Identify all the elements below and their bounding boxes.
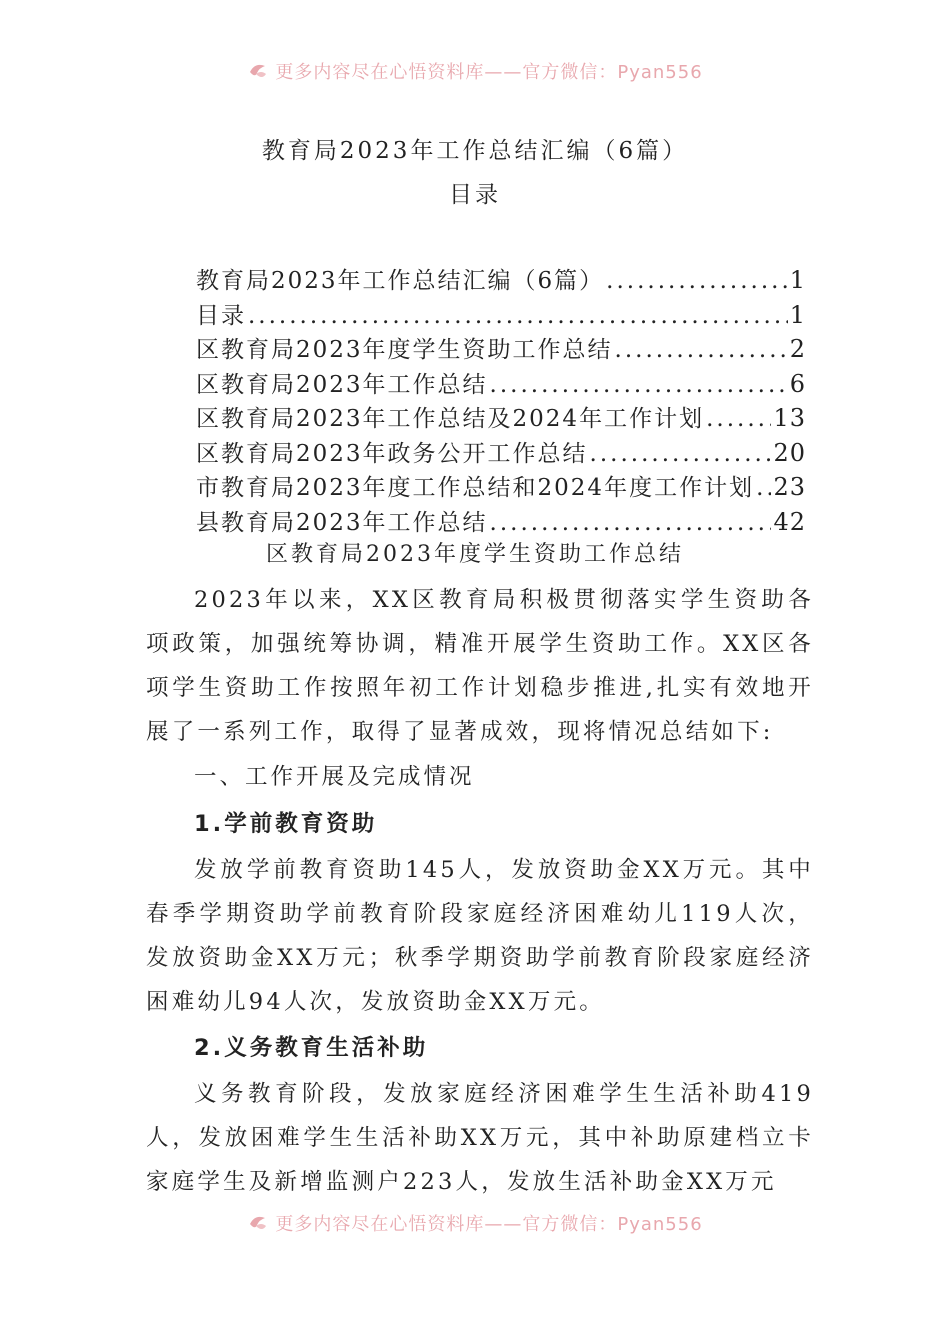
document-title: 教育局2023年工作总结汇编（6篇）	[261, 138, 689, 164]
toc-entry-title: 县教育局2023年工作总结	[196, 509, 488, 536]
toc-entry-title: 目录	[196, 302, 246, 329]
subsection-paragraph: 义务教育阶段，发放家庭经济困难学生生活补助419人，发放困难学生生活补助XX万元，其中补助原建档立卡家庭学生及新增监测户223人，发放生活补助金XX万元	[146, 1081, 814, 1195]
toc-entry-page: 1	[789, 300, 806, 329]
toc-entry-title: 教育局2023年工作总结汇编（6篇）	[196, 268, 605, 294]
toc-entry-page: 20	[773, 438, 806, 467]
toc-leader	[248, 303, 788, 329]
toc-entry-title: 区教育局2023年工作总结	[196, 371, 488, 398]
subsection-heading: 2.义务教育生活补助	[194, 1035, 429, 1061]
watermark-header-text: 更多内容尽在心悟资料库——官方微信：Pyan556	[275, 62, 703, 83]
toc-entry[interactable]	[196, 366, 806, 401]
section-title: 区教育局2023年度学生资助工作总结	[266, 542, 684, 567]
toc-entry[interactable]	[196, 331, 806, 366]
toc-leader	[615, 337, 788, 363]
toc-entry[interactable]	[196, 297, 806, 332]
toc-heading: 目录	[449, 182, 501, 208]
toc-entry-title: 市教育局2023年度工作总结和2024年度工作计划	[196, 475, 755, 501]
toc-entry-page: 1	[789, 266, 806, 294]
toc-entry-title: 区教育局2023年度学生资助工作总结	[196, 337, 613, 363]
subsection-heading: 1.学前教育资助	[194, 811, 378, 837]
toc-entry-page: 2	[789, 335, 806, 363]
section-body	[146, 578, 814, 1204]
toc-leader	[606, 268, 788, 294]
table-of-contents	[196, 262, 806, 538]
toc-entry-page: 6	[789, 369, 806, 398]
toc-leader	[706, 406, 771, 432]
subsection-paragraph: 发放学前教育资助145人，发放资助金XX万元。其中春季学期资助学前教育阶段家庭经济困难幼儿119人次，发放资助金XX万元；秋季学期资助学前教育阶段家庭经济困难幼儿94人次，发放资助金XX万元。	[146, 857, 814, 1015]
toc-leader	[756, 475, 771, 501]
watermark-header	[0, 58, 950, 84]
toc-entry-page: 23	[773, 473, 806, 501]
intro-paragraph: 2023年以来，XX区教育局积极贯彻落实学生资助各项政策，加强统筹协调，精准开展学生资助工作。XX区各项学生资助工作按照年初工作计划稳步推进,扎实有效地开展了一系列工作，取得了显著成效，现将情况总结如下:	[146, 587, 814, 745]
watermark-footer-text: 更多内容尽在心悟资料库——官方微信：Pyan556	[275, 1214, 703, 1235]
toc-entry-title: 区教育局2023年政务公开工作总结	[196, 440, 588, 467]
toc-entry[interactable]	[196, 400, 806, 435]
part-heading: 一、工作开展及完成情况	[194, 764, 475, 790]
watermark-footer	[0, 1210, 950, 1236]
toc-entry[interactable]	[196, 504, 806, 539]
toc-entry-title: 区教育局2023年工作总结及2024年工作计划	[196, 406, 705, 432]
brand-logo-icon	[247, 60, 269, 82]
toc-leader	[590, 441, 772, 467]
toc-entry[interactable]	[196, 435, 806, 470]
toc-entry-page: 13	[773, 404, 806, 432]
toc-leader	[490, 510, 772, 536]
toc-entry[interactable]	[196, 469, 806, 504]
toc-leader	[490, 372, 788, 398]
brand-logo-icon	[247, 1212, 269, 1234]
toc-entry[interactable]	[196, 262, 806, 297]
toc-entry-page: 42	[773, 507, 806, 536]
